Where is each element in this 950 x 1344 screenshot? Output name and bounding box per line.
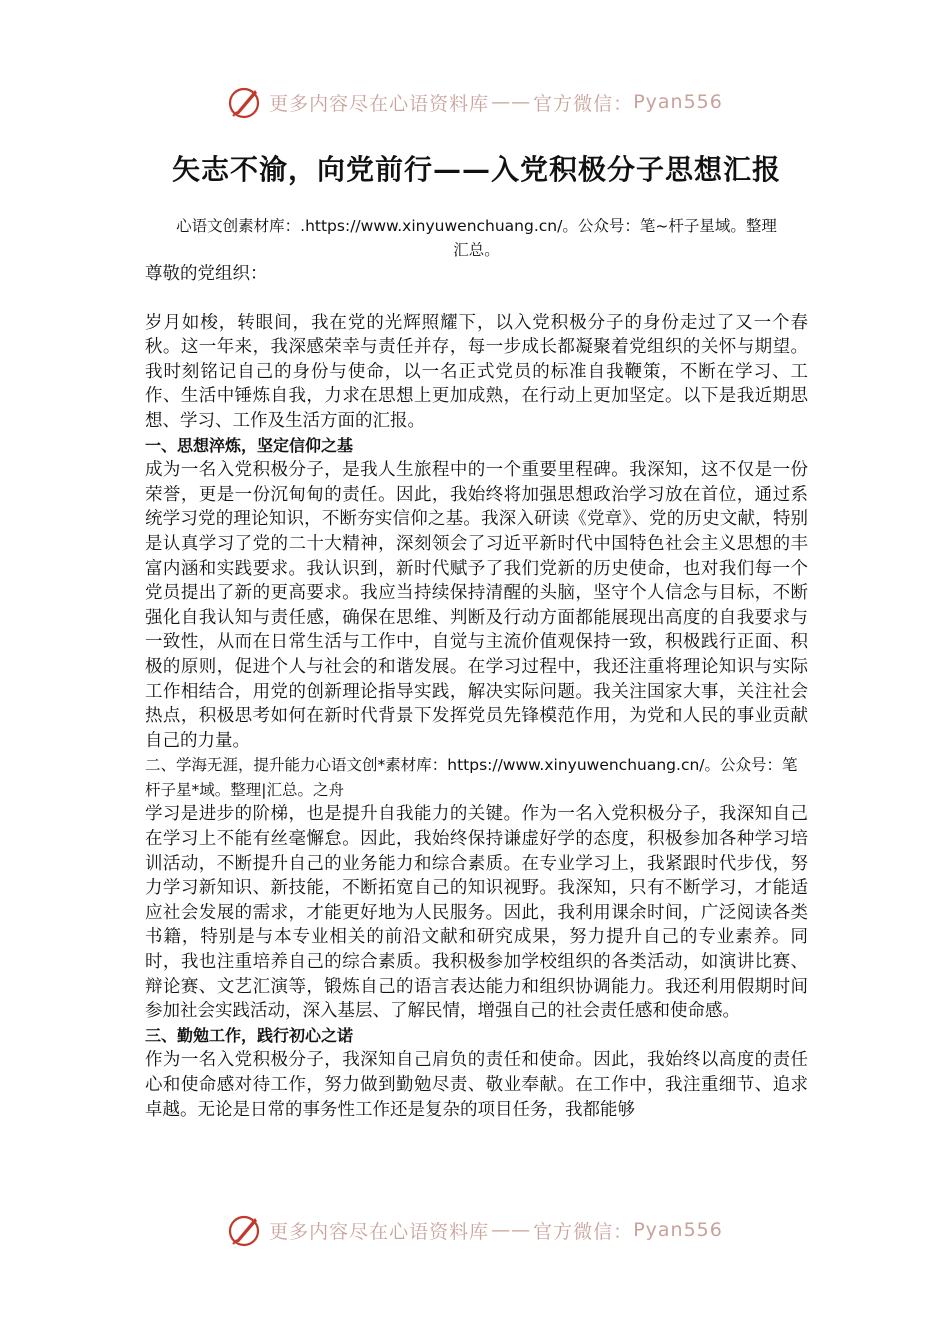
intro-paragraph: 岁月如梭，转眼间，我在党的光辉照耀下，以入党积极分子的身份走过了又一个春秋。这一年来，我深感荣幸与责任并存，每一步成长都凝聚着党组织的关怀与期望。我时刻铭记自己的身份与使命，以一名正式党员的标准自我鞭策，不断在学习、工作、生活中锤炼自我，力求在思想上更加成熟，在行动上更加坚定。以下是我近期思想、学习、工作及生活方面的汇报。 [145,312,808,431]
section-body-3: 作为一名入党积极分子，我深知自己肩负的责任和使命。因此，我始终以高度的责任心和使命感对待工作，努力做到勤勉尽责、敬业奉献。在工作中，我注重细节、追求卓越。无论是日常的事务性工作还是复杂的项目任务，我都能够 [145,1050,808,1120]
banner-prefix: 更多内容尽在心语资料库 [269,1220,490,1243]
banner-wechat-id: Pyan556 [633,1219,723,1241]
source-line: 心语文创素材库：.https://www.xinyuwenchuang.cn/。公众号：笔~杆子星域。整理 [176,217,777,235]
banner-label: 官方微信： [533,92,634,115]
section-heading-2: 二、学海无涯，提升能力心语文创*素材库：https://www.xinyuwenchuang.cn/。公众号：笔杆子星*域。整理|汇总。之舟 [145,756,798,799]
source-line-continued: 汇总。 [453,241,500,259]
banner-prefix: 更多内容尽在心语资料库 [269,92,490,115]
document-title: 矢志不渝，向党前行——入党积极分子思想汇报 [171,153,781,186]
section-heading-3: 三、勤勉工作，践行初心之诺 [145,1025,354,1045]
paragraph-gap [145,287,808,311]
banner-dash: —— [491,91,532,113]
salutation: 尊敬的党组织： [145,264,268,284]
top-watermark-banner [0,82,950,122]
document-body [145,148,808,1122]
section-body-1: 成为一名入党积极分子，是我人生旅程中的一个重要里程碑。我深知，这不仅是一份荣誉，更是一份沉甸甸的责任。因此，我始终将加强思想政治学习放在首位，通过系统学习党的理论知识，不断夯实信仰之基。我深入研读《党章》、党的历史文献，特别是认真学习了党的二十大精神，深刻领会了习近平新时代中国特色社会主义思想的丰富内涵和实践要求。我认识到，新时代赋予了我们党新的历史使命，也对我们每一个党员提出了新的更高要求。我应当持续保持清醒的头脑，坚守个人信念与目标，不断强化自我认知与责任感，确保在思维、判断及行动方面都能展现出高度的自我要求与一致性，从而在日常生活与工作中，自觉与主流价值观保持一致，积极践行正面、积极的原则，促进个人与社会的和谐发展。在学习过程中，我还注重将理论知识与实际工作相结合，用党的创新理论指导实践，解决实际问题。我关注国家大事，关注社会热点，积极思考如何在新时代背景下发挥党员先锋模范作用，为党和人民的事业贡献自己的力量。 [145,460,808,751]
section-heading-1: 一、思想淬炼，坚定信仰之基 [145,435,354,455]
quill-logo-icon [227,1212,263,1248]
bottom-watermark-banner [0,1210,950,1250]
banner-wechat-id: Pyan556 [633,91,723,113]
quill-logo-icon [227,84,263,120]
banner-dash: —— [491,1219,532,1241]
banner-label: 官方微信： [533,1220,634,1243]
section-body-2: 学习是进步的阶梯，也是提升自我能力的关键。作为一名入党积极分子，我深知自己在学习上不能有丝毫懈怠。因此，我始终保持谦虚好学的态度，积极参加各种学习培训活动，不断提升自己的业务能力和综合素质。在专业学习上，我紧跟时代步伐，努力学习新知识、新技能，不断拓宽自己的知识视野。我深知，只有不断学习，才能适应社会发展的需求，才能更好地为人民服务。因此，我利用课余时间，广泛阅读各类书籍，特别是与本专业相关的前沿文献和研究成果，努力提升自己的专业素养。同时，我也注重培养自己的综合素质。我积极参加学校组织的各类活动，如演讲比赛、辩论赛、文艺汇演等，锻炼自己的语言表达能力和组织协调能力。我还利用假期时间参加社会实践活动，深入基层、了解民情，增强自己的社会责任感和使命感。 [145,804,808,1022]
